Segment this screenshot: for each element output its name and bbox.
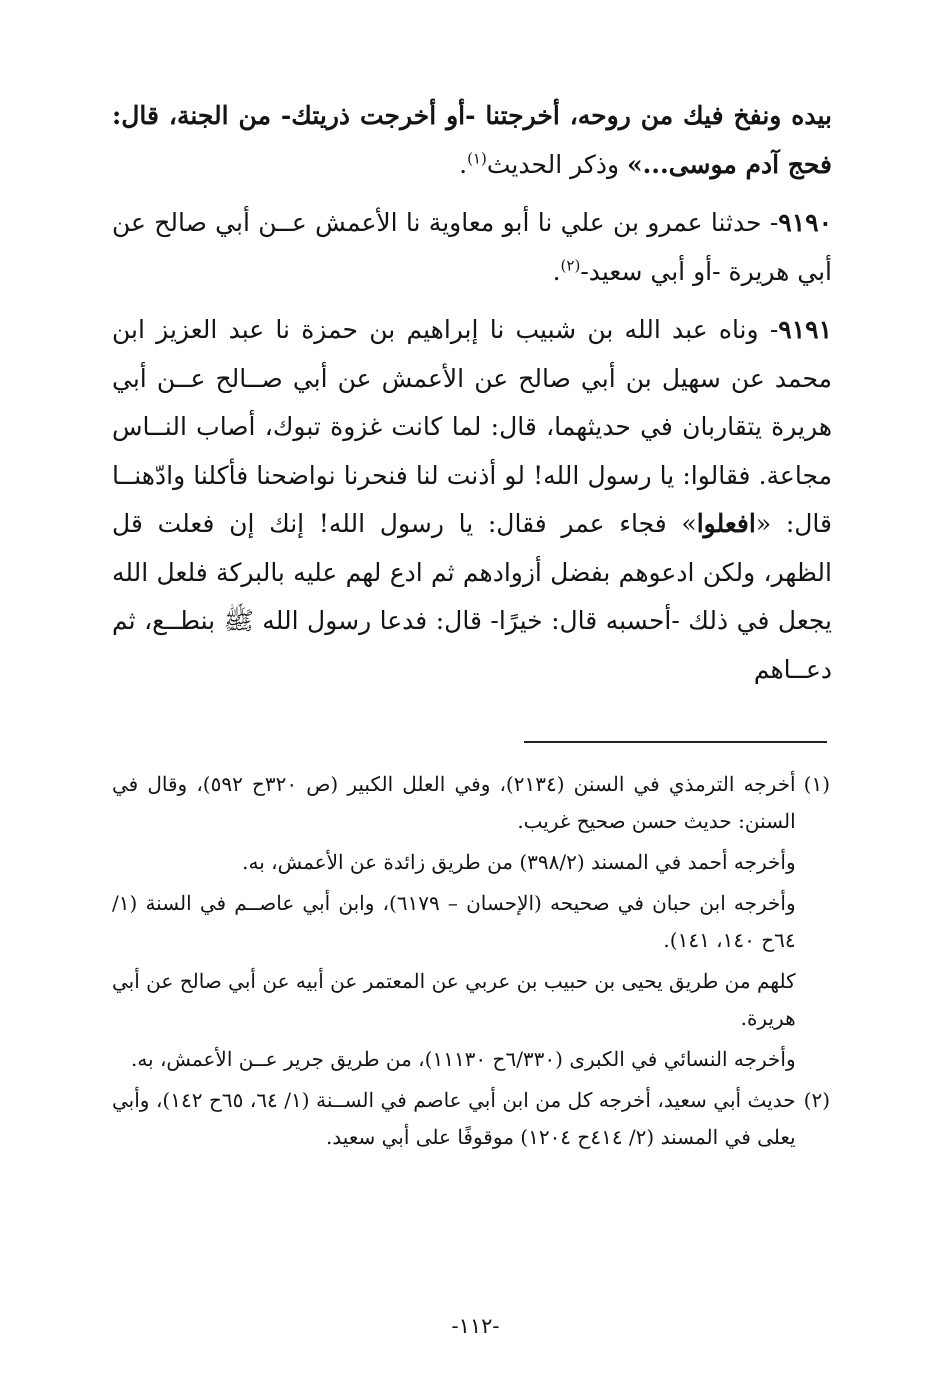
- footnote-number: (٢): [803, 1088, 830, 1112]
- footnote-number: (١): [803, 772, 830, 796]
- period: .: [459, 149, 468, 179]
- bold-text: بيده ونفخ فيك من روحه، أخرجتنا -أو أخرجت ذريتك- من الجنة، قال: فحج آدم موسى...»: [112, 101, 832, 179]
- footnote-separator: [524, 741, 827, 743]
- hadith-text: - حدثنا عمرو بن علي نا أبو معاوية نا الأعمش عــن أبي صالح عن أبي هريرة -أو أبي سعيد-: [112, 208, 832, 286]
- footnote-line: وأخرجه أحمد في المسند (٣٩٨/٢) من طريق زائدة عن الأعمش، به.: [242, 850, 796, 874]
- footnote-line: وأخرجه النسائي في الكبرى (٦/٣٣٠ح ١١١٣٠)، من طريق جرير عــن الأعمش، به.: [130, 1047, 796, 1071]
- period: .: [552, 256, 561, 286]
- hadith-text: - وناه عبد الله بن شبيب نا إبراهيم بن حمزة نا عبد العزيز ابن محمد عن سهيل بن أبي صالح عن الأعمش عن أبي صــالح عــن أبي هريرة يتقاربان في حديثهما، قال: لما كانت غزوة تبوك، أصاب النــاس مجاعة. فقالوا: يا رسول الله! لو أذنت لنا فنحرنا نواضحنا فأكلنا وادّهنــا قال: «: [112, 315, 832, 538]
- footnote-line: أخرجه الترمذي في السنن (٢١٣٤)، وفي العلل الكبير (ص ٣٢٠ح ٥٩٢)، وقال في السنن: حديث حسن صحيح غريب.: [112, 772, 796, 833]
- footnote-line: وأخرجه ابن حبان في صحيحه (الإحسان – ٦١٧٩)، وابن أبي عاصــم في السنة (١/ ٦٤ح ١٤٠، ١٤١).: [112, 891, 796, 952]
- body-text: وذكر الحديث: [486, 149, 627, 179]
- hadith-text-continued: » فجاء عمر فقال: يا رسول الله! إنك إن فعلت قل الظهر، ولكن ادعوهم بفضل أزوادهم ثم ادع لهم عليه بالبركة فلعل الله يجعل في ذلك -أحسبه قال: خيرًا- قال: فدعا رسول الله ﷺ بنطــع، ثم دعــاهم: [112, 509, 832, 684]
- footnote-ref-1: (١): [467, 149, 487, 168]
- main-text: [112, 92, 832, 704]
- paragraph-continuation: [112, 92, 832, 189]
- footnote-line: حديث أبي سعيد، أخرجه كل من ابن أبي عاصم في الســنة (١/ ٦٤، ٦٥ح ١٤٢)، وأبي يعلى في المسند (٢/ ٤١٤ح ١٢٠٤) موقوفًا على أبي سعيد.: [112, 1088, 796, 1149]
- page-number: -١١٢-: [451, 1314, 500, 1338]
- footnote-line: كلهم من طريق يحيى بن حبيب بن عربي عن المعتمر عن أبيه عن أبي صالح عن أبي هريرة.: [112, 969, 796, 1030]
- footnote-body: [112, 766, 796, 1082]
- footnote-body: [112, 1082, 796, 1160]
- footnote-ref-2: (٢): [560, 256, 581, 275]
- footnotes: [112, 766, 830, 1160]
- hadith-number: ٩١٩٠: [778, 208, 832, 237]
- footnote-1: [112, 766, 830, 1082]
- footnote-2: [112, 1082, 830, 1160]
- hadith-number: ٩١٩١: [778, 315, 832, 344]
- hadith-9191: [112, 306, 832, 694]
- hadith-9190: [112, 199, 832, 296]
- bold-word: افعلوا: [696, 509, 756, 538]
